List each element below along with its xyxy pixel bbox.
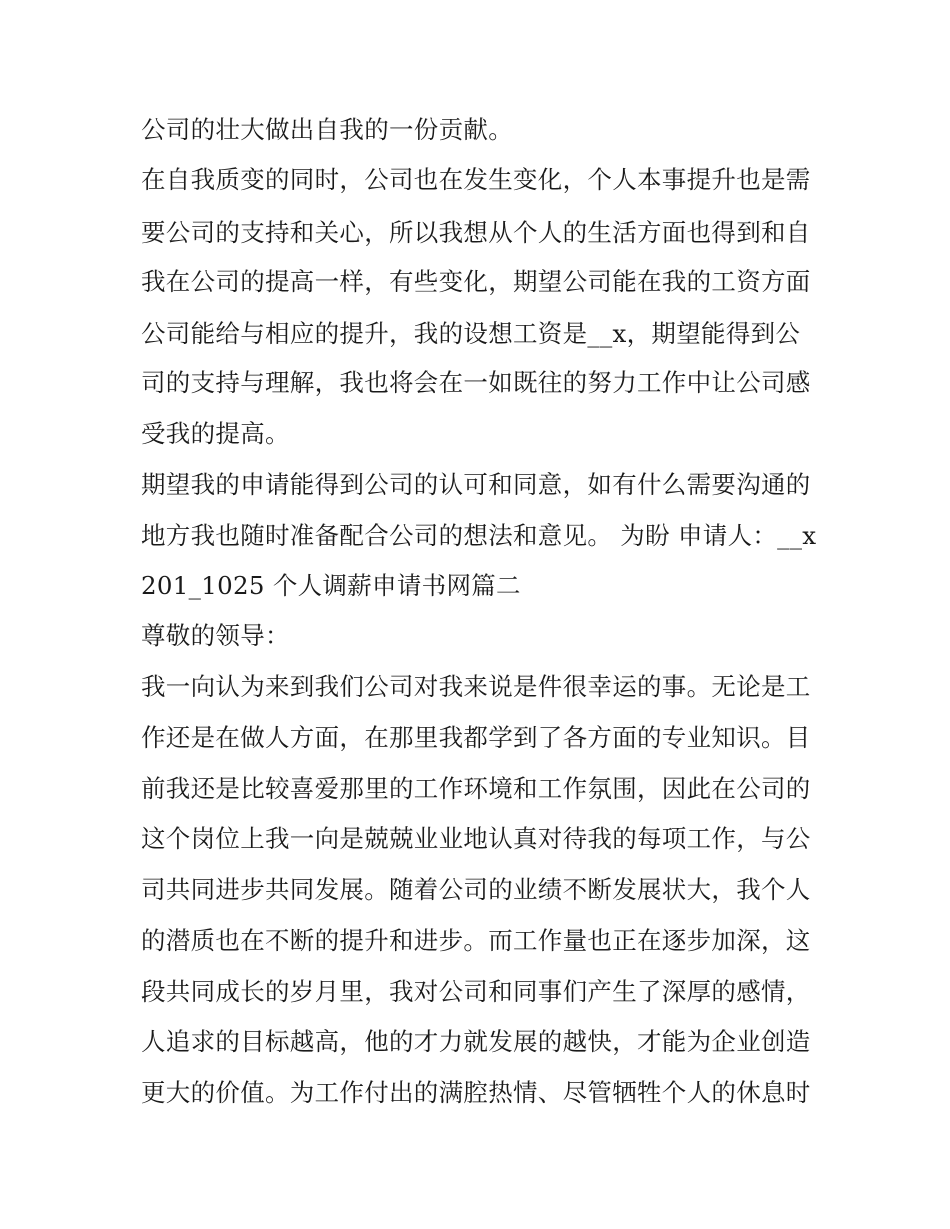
text-line: 前我还是比较喜爱那里的工作环境和工作氛围，因此在公司的 (141, 774, 811, 803)
text-line: 公司能给与相应的提升，我的设想工资是__x，期望能得到公 (141, 319, 801, 348)
text-line: 地方我也随时准备配合公司的想法和意见。 为盼 申请人：__x (141, 521, 817, 550)
text-line: 更大的价值。为工作付出的满腔热情、尽管牺牲个人的休息时 (141, 1078, 811, 1107)
text-line: 在自我质变的同时，公司也在发生变化，个人本事提升也是需 (141, 165, 811, 194)
text-line: 段共同成长的岁月里，我对公司和同事们产生了深厚的感情， (141, 977, 811, 1006)
text-line: 期望我的申请能得到公司的认可和同意，如有什么需要沟通的 (141, 470, 811, 499)
text-line: 受我的提高。 (141, 419, 290, 448)
text-line: 司的支持与理解，我也将会在一如既往的努力工作中让公司感 (141, 368, 811, 397)
text-line: 公司的壮大做出自我的一份贡献。 (141, 115, 513, 144)
text-line: 我一向认为来到我们公司对我来说是件很幸运的事。无论是工 (141, 672, 811, 701)
text-line: 司共同进步共同发展。随着公司的业绩不断发展状大，我个人 (141, 875, 811, 904)
salutation: 尊敬的领导： (141, 621, 290, 650)
text-line: 这个岗位上我一向是兢兢业业地认真对待我的每项工作，与公 (141, 824, 811, 853)
text-line: 我在公司的提高一样，有些变化，期望公司能在我的工资方面 (141, 267, 811, 296)
section-heading: 201_1025 个人调薪申请书网篇二 (141, 571, 521, 600)
text-line: 人追求的目标越高，他的才力就发展的越快，才能为企业创造 (141, 1027, 811, 1056)
text-line: 要公司的支持和关心，所以我想从个人的生活方面也得到和自 (141, 218, 811, 247)
text-line: 的潜质也在不断的提升和进步。而工作量也正在逐步加深，这 (141, 926, 811, 955)
text-line: 作还是在做人方面，在那里我都学到了各方面的专业知识。目 (141, 723, 811, 752)
